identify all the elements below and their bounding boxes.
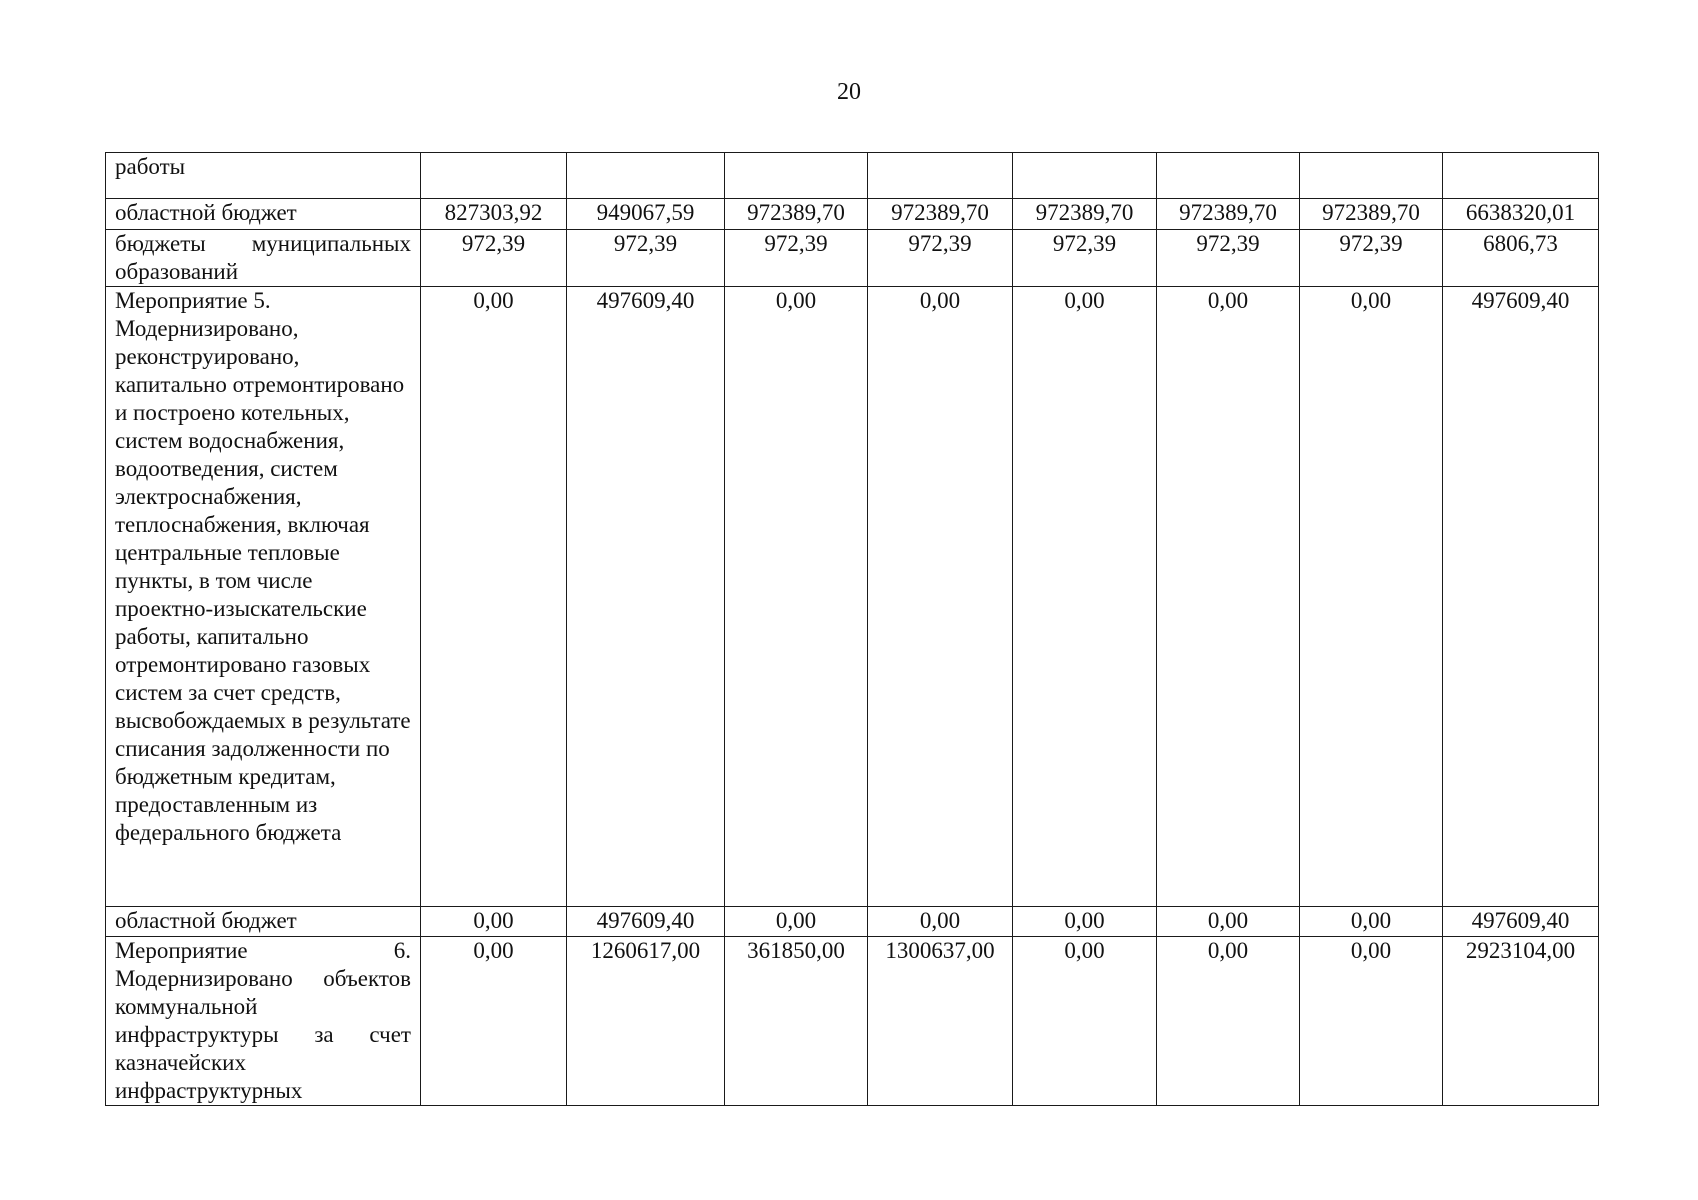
page-number: 20 — [837, 79, 861, 105]
value-cell: 0,00 — [1013, 907, 1157, 937]
value-cell — [1157, 153, 1300, 199]
row-label: работы — [106, 153, 421, 199]
value-cell: 0,00 — [868, 907, 1013, 937]
value-cell — [421, 153, 567, 199]
value-cell: 0,00 — [1157, 907, 1300, 937]
value-cell: 972,39 — [868, 230, 1013, 287]
value-cell — [1013, 153, 1157, 199]
value-cell: 972389,70 — [868, 199, 1013, 230]
total-cell — [1443, 153, 1599, 199]
value-cell: 0,00 — [421, 287, 567, 907]
total-cell: 497609,40 — [1443, 287, 1599, 907]
value-cell — [725, 153, 868, 199]
value-cell: 1300637,00 — [868, 937, 1013, 1106]
table-row — [106, 907, 1599, 937]
total-cell: 497609,40 — [1443, 907, 1599, 937]
row-label: Мероприятие 6. Модернизировано объектов коммунальной инфраструктуры за счет казначейских инфраструктурных — [106, 937, 421, 1106]
value-cell: 972,39 — [1013, 230, 1157, 287]
value-cell — [567, 153, 725, 199]
value-cell: 0,00 — [1300, 907, 1443, 937]
value-cell: 972389,70 — [1157, 199, 1300, 230]
table-row — [106, 199, 1599, 230]
value-cell: 972,39 — [1157, 230, 1300, 287]
value-cell: 0,00 — [1157, 287, 1300, 907]
table-row — [106, 287, 1599, 907]
value-cell: 361850,00 — [725, 937, 868, 1106]
row-label: областной бюджет — [106, 199, 421, 230]
value-cell: 972,39 — [421, 230, 567, 287]
value-cell: 972389,70 — [725, 199, 868, 230]
value-cell: 0,00 — [1157, 937, 1300, 1106]
value-cell: 949067,59 — [567, 199, 725, 230]
value-cell: 972389,70 — [1013, 199, 1157, 230]
value-cell: 0,00 — [868, 287, 1013, 907]
value-cell — [1300, 153, 1443, 199]
value-cell: 827303,92 — [421, 199, 567, 230]
row-label: бюджеты муниципальных образований — [106, 230, 421, 287]
value-cell: 497609,40 — [567, 287, 725, 907]
value-cell: 972,39 — [1300, 230, 1443, 287]
value-cell: 0,00 — [1013, 287, 1157, 907]
total-cell: 6638320,01 — [1443, 199, 1599, 230]
value-cell — [868, 153, 1013, 199]
value-cell: 972,39 — [725, 230, 868, 287]
value-cell: 0,00 — [1013, 937, 1157, 1106]
total-cell: 6806,73 — [1443, 230, 1599, 287]
table-row — [106, 153, 1599, 199]
total-cell: 2923104,00 — [1443, 937, 1599, 1106]
value-cell: 0,00 — [421, 907, 567, 937]
value-cell: 0,00 — [1300, 287, 1443, 907]
row-label: Мероприятие 5. Модернизировано, реконструировано, капитально отремонтировано и построено котельных, систем водоснабжения, водоотведения, систем электроснабжения, теплоснабжения, включая центральные тепловые пункты, в том числе проектно-изыскательские работы, капитально отремонтировано газовых систем за счет средств, высвобождаемых в результате списания задолженности по бюджетным кредитам, предоставленным из федерального бюджета — [106, 287, 421, 907]
table-row — [106, 230, 1599, 287]
value-cell: 0,00 — [725, 907, 868, 937]
value-cell: 0,00 — [1300, 937, 1443, 1106]
row-label: областной бюджет — [106, 907, 421, 937]
budget-table — [105, 152, 1599, 1106]
value-cell: 0,00 — [421, 937, 567, 1106]
value-cell: 972389,70 — [1300, 199, 1443, 230]
value-cell: 497609,40 — [567, 907, 725, 937]
value-cell: 1260617,00 — [567, 937, 725, 1106]
value-cell: 972,39 — [567, 230, 725, 287]
table-row — [106, 937, 1599, 1106]
value-cell: 0,00 — [725, 287, 868, 907]
